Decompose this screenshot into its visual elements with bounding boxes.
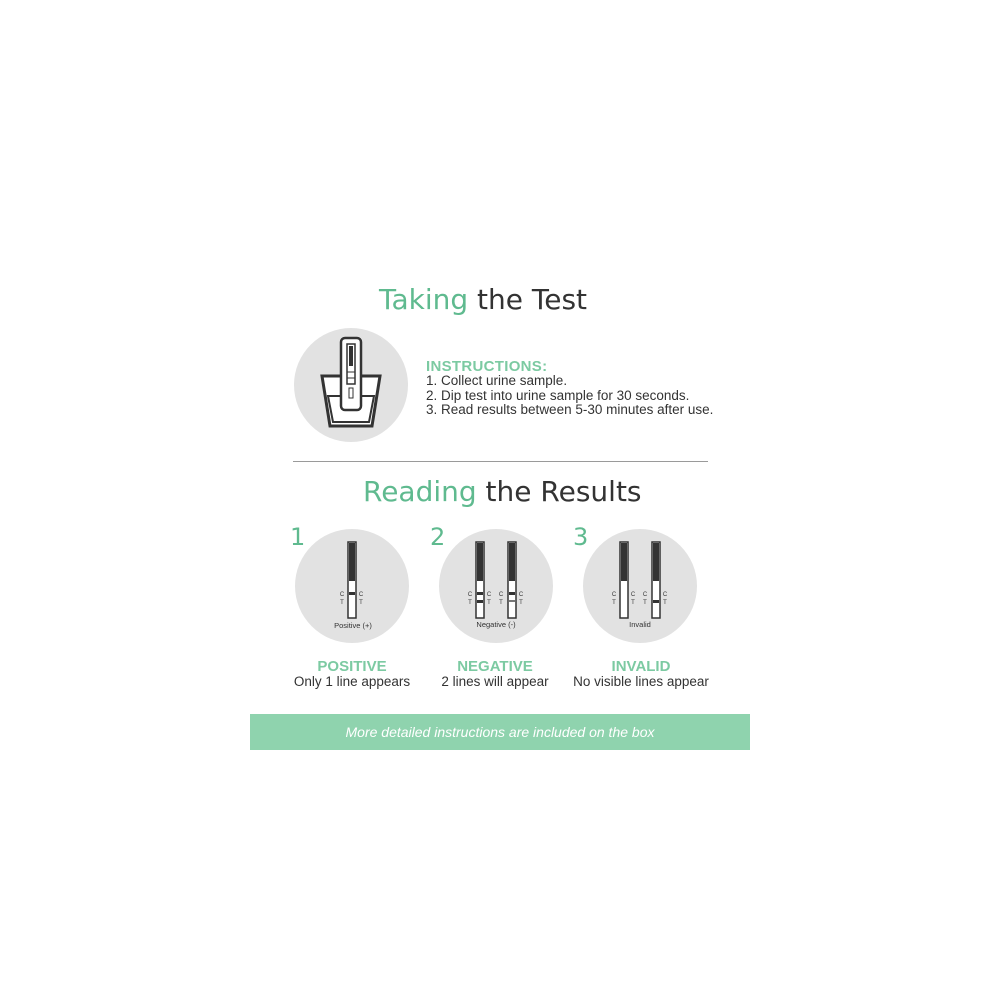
strip-label-t: T [612,600,616,606]
result-title: NEGATIVE [457,658,533,675]
strip-label-c: C [486,592,492,598]
strip-label-t: T [643,600,647,606]
strip-label-c: C [518,592,524,598]
strip-label-t: T [499,600,503,606]
section-divider [293,461,708,462]
strip-label-t: T [359,600,363,606]
test-strips-icon [583,529,697,643]
strip-label-c: C [358,592,364,598]
strip-label-c: C [611,592,617,598]
strip-label-t: T [340,600,344,606]
cup-with-test-icon [294,328,408,442]
instruction-step: 3. Read results between 5-30 minutes after use. [426,402,714,417]
strip-label-t: T [519,600,523,606]
title-rest: the Results [476,475,642,508]
strip-label-t: T [631,600,635,606]
result-description: Only 1 line appears [293,674,411,689]
strip-label-c: C [339,592,345,598]
title-rest: the Test [468,283,588,316]
dip-test-illustration [294,328,408,442]
result-description: 2 lines will appear [441,674,549,689]
section-title-taking [379,283,587,316]
strip-label-t: T [468,600,472,606]
strip-label-c: C [662,592,668,598]
section-title-reading [363,475,642,508]
strip-caption: Negative (-) [476,620,516,629]
result-illustration-positive [295,529,409,643]
banner-text: More detailed instructions are included on the box [345,724,655,740]
result-title: POSITIVE [317,658,387,675]
test-strip-icon [295,529,409,643]
test-strips-icon [439,529,553,643]
title-accent-word: Reading [363,475,477,508]
instruction-step: 2. Dip test into urine sample for 30 seconds. [426,387,690,403]
info-banner [250,714,750,750]
strip-label-c: C [467,592,473,598]
strip-label-t: T [487,600,491,606]
strip-caption: Positive (+) [334,621,372,630]
title-accent-word: Taking [379,283,469,316]
result-number: 1 [290,523,306,551]
strip-label-c: C [498,592,504,598]
instructions-heading: INSTRUCTIONS: [426,358,548,375]
instructions-list [426,374,713,418]
result-illustration-negative [439,529,553,643]
instruction-step: 1. Collect urine sample. [426,373,568,388]
result-illustration-invalid [583,529,697,643]
result-title: INVALID [611,658,671,675]
strip-label-c: C [630,592,636,598]
result-number: 3 [573,523,589,551]
strip-label-c: C [642,592,648,598]
result-number: 2 [430,523,446,551]
result-description: No visible lines appear [573,674,709,689]
strip-label-t: T [663,600,667,606]
strip-caption: Invalid [629,620,651,629]
